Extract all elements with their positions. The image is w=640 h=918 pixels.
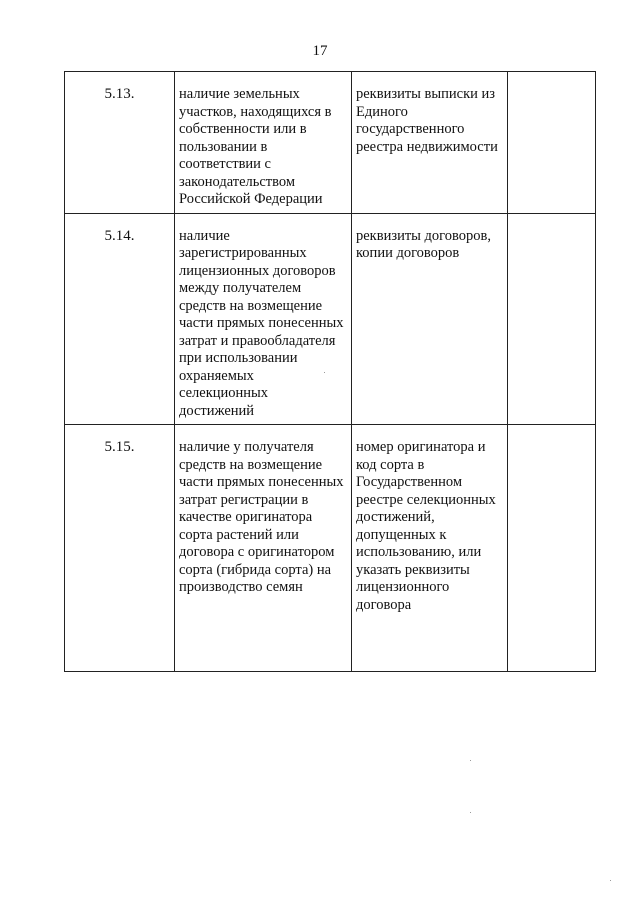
requirements-table [64,71,596,672]
row-number: 5.15. [65,425,175,672]
table-row [65,213,596,425]
documents-text: номер оригинатора и код сорта в Государственном реестре селекционных достижений, допущенных к использованию, или указать реквизиты лицензионного договора [356,439,496,613]
documents-cell [352,72,508,214]
condition-text: наличие у получателя средств на возмещение части прямых понесенных затрат регистрации в качестве оригинатора сорта растений или договора с оригинатором сорта (гибрида сорта) на производство семян [179,439,344,595]
scan-speck [610,880,611,881]
page-number: 17 [312,43,328,59]
table-row [65,425,596,672]
scan-speck [324,372,325,373]
condition-cell [175,72,352,214]
row-number: 5.13. [65,72,175,214]
documents-text: реквизиты договоров, копии договоров [356,227,491,261]
documents-text: реквизиты выписки из Единого государственного реестра недвижимости [356,86,498,155]
table-row [65,72,596,214]
scan-speck [470,760,471,761]
condition-text: наличие земельных участков, находящихся в собственности или в пользовании в соответствии с законодательством Российской Федерации [179,86,332,207]
extra-cell [508,72,596,214]
condition-cell [175,213,352,425]
documents-cell [352,213,508,425]
condition-text: наличие зарегистрированных лицензионных договоров между получателем средств на возмещение части прямых понесенных затрат и правообладателя при использовании охраняемых селекционных достижений [179,227,344,419]
documents-cell [352,425,508,672]
condition-cell [175,425,352,672]
extra-cell [508,425,596,672]
row-number: 5.14. [65,213,175,425]
scan-speck [470,812,471,813]
extra-cell [508,213,596,425]
